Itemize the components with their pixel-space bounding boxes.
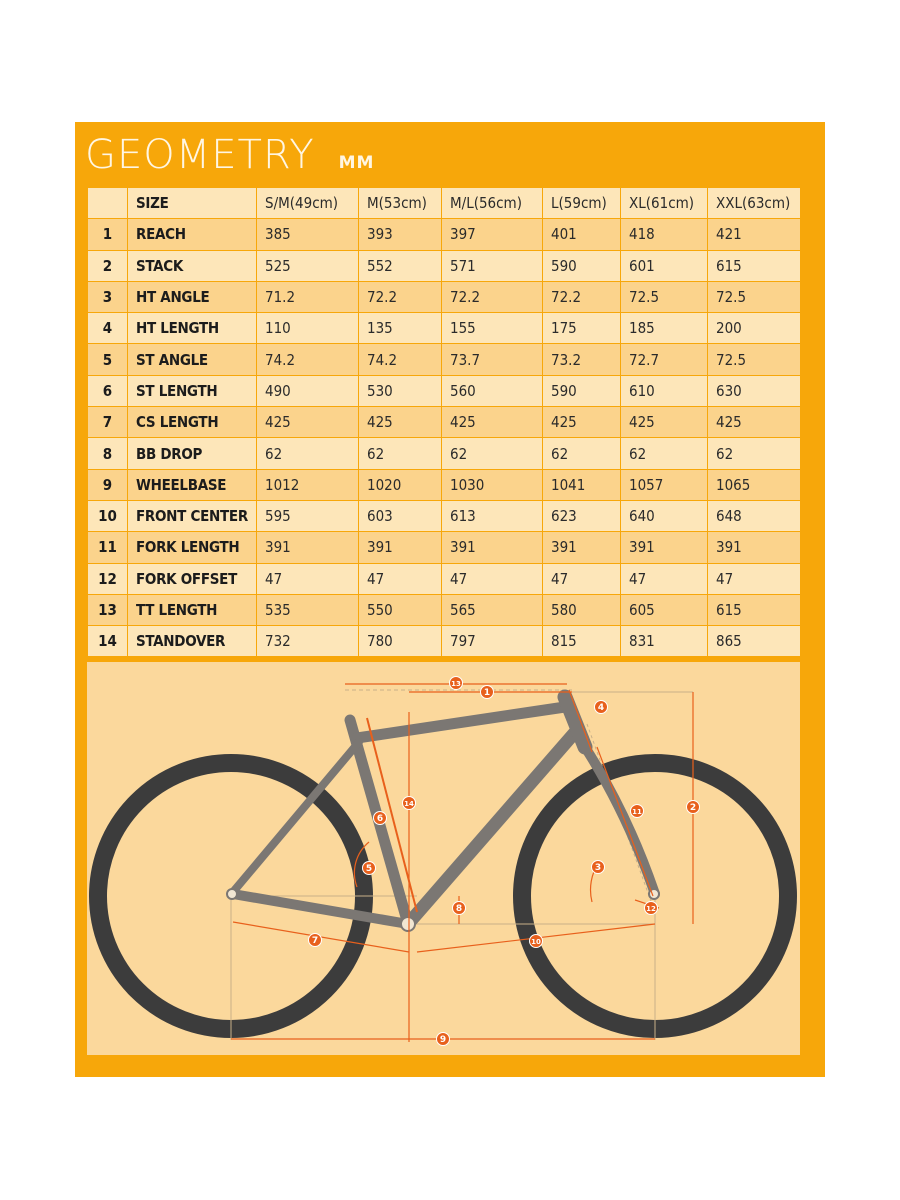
table-cell: 391 xyxy=(359,532,442,563)
table-cell: 590 xyxy=(543,375,621,406)
table-cell: 525 xyxy=(257,250,359,281)
table-cell: 530 xyxy=(359,375,442,406)
table-cell: 630 xyxy=(708,375,801,406)
table-cell: 47 xyxy=(442,563,543,594)
table-cell: 401 xyxy=(543,219,621,250)
table-cell: 185 xyxy=(621,313,708,344)
table-row xyxy=(88,469,801,500)
table-cell: 110 xyxy=(257,313,359,344)
row-number: 14 xyxy=(88,626,128,657)
row-number: 10 xyxy=(88,500,128,531)
table-row xyxy=(88,281,801,312)
table-cell: 73.7 xyxy=(442,344,543,375)
size-column-header: S/M(49cm) xyxy=(257,188,359,219)
size-column-header: XL(61cm) xyxy=(621,188,708,219)
table-row xyxy=(88,563,801,594)
top-tube xyxy=(357,707,565,738)
table-cell: 393 xyxy=(359,219,442,250)
row-label: WHEELBASE xyxy=(128,469,257,500)
table-cell: 71.2 xyxy=(257,281,359,312)
table-cell: 62 xyxy=(543,438,621,469)
row-number: 2 xyxy=(88,250,128,281)
table-cell: 62 xyxy=(708,438,801,469)
row-number: 9 xyxy=(88,469,128,500)
table-cell: 605 xyxy=(621,594,708,625)
table-cell: 580 xyxy=(543,594,621,625)
bike-diagram-svg xyxy=(87,662,800,1055)
row-label: HT LENGTH xyxy=(128,313,257,344)
row-label: STACK xyxy=(128,250,257,281)
table-cell: 391 xyxy=(257,532,359,563)
marker-14-label: 14 xyxy=(404,800,414,809)
table-cell: 560 xyxy=(442,375,543,406)
table-cell: 1020 xyxy=(359,469,442,500)
table-cell: 780 xyxy=(359,626,442,657)
marker-2-label: 2 xyxy=(689,803,697,814)
row-number: 1 xyxy=(88,219,128,250)
row-number: 13 xyxy=(88,594,128,625)
table-cell: 425 xyxy=(708,407,801,438)
table-cell: 603 xyxy=(359,500,442,531)
row-number: 8 xyxy=(88,438,128,469)
geometry-title: GEOMETRY xyxy=(85,132,315,178)
size-label: SIZE xyxy=(128,188,257,219)
marker-6-label: 6 xyxy=(376,814,384,825)
table-cell: 1041 xyxy=(543,469,621,500)
table-cell: 72.2 xyxy=(543,281,621,312)
table-cell: 73.2 xyxy=(543,344,621,375)
table-cell: 1057 xyxy=(621,469,708,500)
size-column-header: XXL(63cm) xyxy=(708,188,801,219)
table-cell: 62 xyxy=(621,438,708,469)
table-cell: 1012 xyxy=(257,469,359,500)
table-cell: 72.2 xyxy=(442,281,543,312)
table-cell: 490 xyxy=(257,375,359,406)
marker-8-label: 8 xyxy=(455,904,463,915)
row-number: 7 xyxy=(88,407,128,438)
table-cell: 72.2 xyxy=(359,281,442,312)
marker-4-label: 4 xyxy=(597,703,605,714)
row-number: 5 xyxy=(88,344,128,375)
bottom-bracket xyxy=(401,917,415,931)
table-cell: 418 xyxy=(621,219,708,250)
table-cell: 615 xyxy=(708,594,801,625)
table-cell: 615 xyxy=(708,250,801,281)
table-cell: 200 xyxy=(708,313,801,344)
row-label: BB DROP xyxy=(128,438,257,469)
table-cell: 610 xyxy=(621,375,708,406)
table-row xyxy=(88,344,801,375)
chain-stay xyxy=(233,894,408,924)
table-cell: 648 xyxy=(708,500,801,531)
size-header-row xyxy=(88,188,801,219)
row-label: REACH xyxy=(128,219,257,250)
table-cell: 797 xyxy=(442,626,543,657)
rear-dropout xyxy=(227,889,237,899)
table-cell: 397 xyxy=(442,219,543,250)
marker-12-label: 12 xyxy=(646,905,656,914)
table-cell: 550 xyxy=(359,594,442,625)
table-row xyxy=(88,375,801,406)
table-cell: 815 xyxy=(543,626,621,657)
table-cell: 623 xyxy=(543,500,621,531)
table-cell: 590 xyxy=(543,250,621,281)
table-cell: 391 xyxy=(708,532,801,563)
table-cell: 47 xyxy=(708,563,801,594)
table-cell: 391 xyxy=(442,532,543,563)
header-num-cell xyxy=(88,188,128,219)
table-cell: 47 xyxy=(621,563,708,594)
size-column-header: L(59cm) xyxy=(543,188,621,219)
table-cell: 421 xyxy=(708,219,801,250)
table-cell: 74.2 xyxy=(359,344,442,375)
table-row xyxy=(88,438,801,469)
table-row xyxy=(88,250,801,281)
table-cell: 425 xyxy=(621,407,708,438)
table-cell: 1065 xyxy=(708,469,801,500)
table-cell: 425 xyxy=(359,407,442,438)
table-cell: 72.7 xyxy=(621,344,708,375)
row-label: HT ANGLE xyxy=(128,281,257,312)
row-number: 6 xyxy=(88,375,128,406)
marker-7-label: 7 xyxy=(311,936,319,947)
geometry-title-block xyxy=(85,132,374,187)
table-row xyxy=(88,219,801,250)
table-cell: 595 xyxy=(257,500,359,531)
geometry-table xyxy=(87,187,801,657)
table-cell: 62 xyxy=(359,438,442,469)
row-label: FORK LENGTH xyxy=(128,532,257,563)
row-number: 4 xyxy=(88,313,128,344)
table-cell: 552 xyxy=(359,250,442,281)
unit-label: MM xyxy=(338,153,375,173)
geometry-panel xyxy=(75,122,825,1077)
table-cell: 72.5 xyxy=(708,281,801,312)
table-cell: 155 xyxy=(442,313,543,344)
table-cell: 74.2 xyxy=(257,344,359,375)
table-cell: 47 xyxy=(359,563,442,594)
row-number: 12 xyxy=(88,563,128,594)
table-cell: 47 xyxy=(257,563,359,594)
row-label: ST ANGLE xyxy=(128,344,257,375)
row-label: ST LENGTH xyxy=(128,375,257,406)
table-cell: 613 xyxy=(442,500,543,531)
table-cell: 135 xyxy=(359,313,442,344)
table-cell: 72.5 xyxy=(708,344,801,375)
table-cell: 425 xyxy=(257,407,359,438)
table-cell: 391 xyxy=(543,532,621,563)
marker-11-label: 11 xyxy=(632,808,642,817)
row-label: FRONT CENTER xyxy=(128,500,257,531)
table-cell: 425 xyxy=(442,407,543,438)
table-row xyxy=(88,407,801,438)
row-label: TT LENGTH xyxy=(128,594,257,625)
row-label: STANDOVER xyxy=(128,626,257,657)
table-cell: 62 xyxy=(442,438,543,469)
row-label: FORK OFFSET xyxy=(128,563,257,594)
table-cell: 732 xyxy=(257,626,359,657)
table-row xyxy=(88,313,801,344)
table-cell: 385 xyxy=(257,219,359,250)
size-column-header: M/L(56cm) xyxy=(442,188,543,219)
table-row xyxy=(88,500,801,531)
table-cell: 47 xyxy=(543,563,621,594)
row-number: 11 xyxy=(88,532,128,563)
table-row xyxy=(88,594,801,625)
table-cell: 565 xyxy=(442,594,543,625)
size-column-header: M(53cm) xyxy=(359,188,442,219)
marker-10-label: 10 xyxy=(531,938,541,947)
table-cell: 535 xyxy=(257,594,359,625)
table-cell: 865 xyxy=(708,626,801,657)
table-cell: 571 xyxy=(442,250,543,281)
table-cell: 175 xyxy=(543,313,621,344)
table-cell: 601 xyxy=(621,250,708,281)
table-cell: 62 xyxy=(257,438,359,469)
table-cell: 72.5 xyxy=(621,281,708,312)
marker-9-label: 9 xyxy=(439,1035,447,1046)
table-cell: 391 xyxy=(621,532,708,563)
table-row xyxy=(88,626,801,657)
table-row xyxy=(88,532,801,563)
row-label: CS LENGTH xyxy=(128,407,257,438)
table-cell: 640 xyxy=(621,500,708,531)
bike-geometry-diagram xyxy=(87,662,800,1055)
marker-5-label: 5 xyxy=(365,864,373,875)
marker-1-label: 1 xyxy=(483,688,491,699)
row-number: 3 xyxy=(88,281,128,312)
table-cell: 1030 xyxy=(442,469,543,500)
marker-13-label: 13 xyxy=(451,680,461,689)
table-cell: 831 xyxy=(621,626,708,657)
marker-3-label: 3 xyxy=(594,863,602,874)
table-cell: 425 xyxy=(543,407,621,438)
